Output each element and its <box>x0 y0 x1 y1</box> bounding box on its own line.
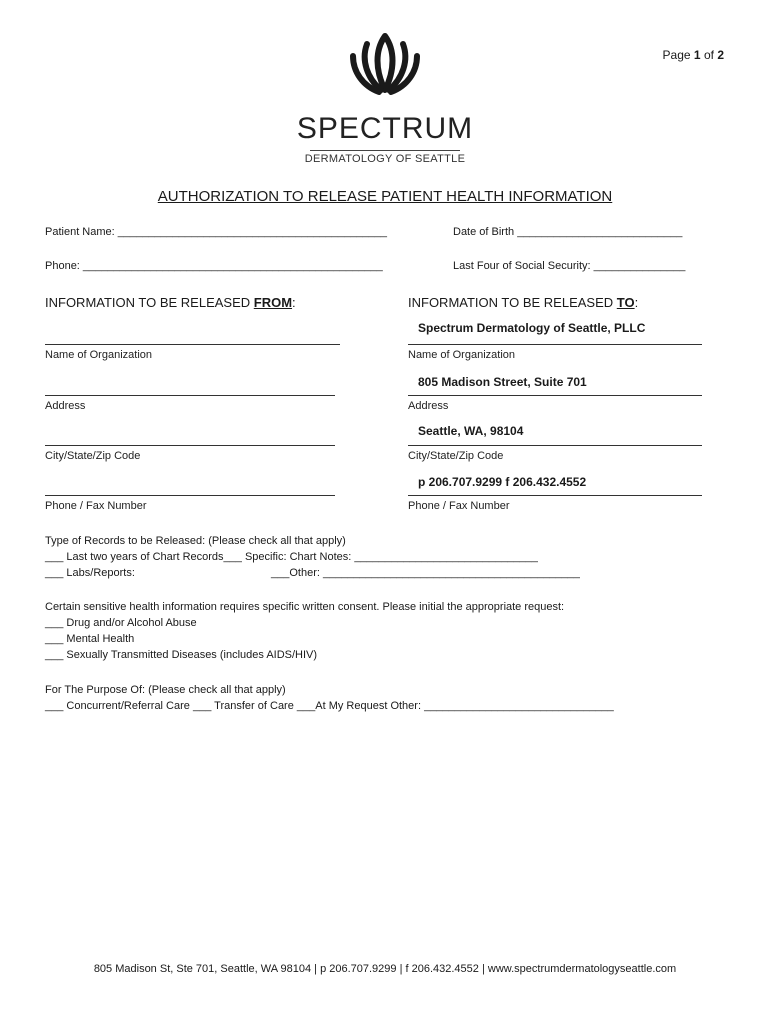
from-city-line[interactable] <box>45 445 335 446</box>
ssn-field[interactable]: Last Four of Social Security: _______________ <box>453 260 686 272</box>
to-heading-strong: TO <box>616 295 635 310</box>
brand-subtitle-text: DERMATOLOGY OF SEATTLE <box>304 153 466 165</box>
to-heading-prefix: INFORMATION TO BE RELEASED <box>408 295 617 310</box>
to-org-line <box>408 344 702 345</box>
purpose-options[interactable]: ___ Concurrent/Referral Care ___ Transfer of Care ___At My Request Other: _______________________________ <box>45 700 614 712</box>
to-heading <box>408 295 638 310</box>
to-phone-value: p 206.707.9299 f 206.432.4552 <box>418 475 587 489</box>
from-heading-prefix: INFORMATION TO BE RELEASED <box>45 295 254 310</box>
from-org-caption: Name of Organization <box>45 349 152 361</box>
to-address-value: 805 Madison Street, Suite 701 <box>418 375 587 389</box>
to-city-caption: City/State/Zip Code <box>408 450 504 462</box>
from-org-line[interactable] <box>45 344 340 345</box>
to-address-line <box>408 395 702 396</box>
to-city-line <box>408 445 702 446</box>
patient-name-field[interactable]: Patient Name: ____________________________________________ <box>45 226 387 238</box>
to-org-value: Spectrum Dermatology of Seattle, PLLC <box>418 321 646 335</box>
to-heading-suffix: : <box>634 295 639 310</box>
from-heading <box>45 295 296 310</box>
to-phone-caption: Phone / Fax Number <box>408 500 510 512</box>
logo <box>0 30 770 107</box>
from-address-line[interactable] <box>45 395 335 396</box>
sensitive-intro: Certain sensitive health information requires specific written consent. Please initial the appropriate request: <box>45 601 565 613</box>
brand-name: SPECTRUM <box>296 112 474 145</box>
form-title: AUTHORIZATION TO RELEASE PATIENT HEALTH INFORMATION <box>157 188 613 205</box>
records-labs-option[interactable]: ___ Labs/Reports: <box>45 567 135 579</box>
brand-subtitle <box>0 150 770 165</box>
page-prefix: Page <box>662 48 691 62</box>
from-heading-suffix: : <box>292 295 296 310</box>
page-total: 2 <box>717 48 724 62</box>
lotus-icon <box>345 30 425 102</box>
records-other-option[interactable]: ___Other: __________________________________________ <box>271 567 580 579</box>
from-phone-line[interactable] <box>45 495 335 496</box>
to-phone-line <box>408 495 702 496</box>
records-chart-line[interactable]: ___ Last two years of Chart Records___ Specific: Chart Notes: ______________________________ <box>45 551 538 563</box>
purpose-intro: For The Purpose Of: (Please check all that apply) <box>45 684 286 696</box>
records-intro: Type of Records to be Released: (Please check all that apply) <box>45 535 346 547</box>
brand-divider <box>310 150 460 151</box>
page-current: 1 <box>693 48 701 62</box>
from-address-caption: Address <box>45 400 86 412</box>
sensitive-drug-option[interactable]: ___ Drug and/or Alcohol Abuse <box>45 617 197 629</box>
from-heading-strong: FROM <box>253 295 293 310</box>
to-org-caption: Name of Organization <box>408 349 515 361</box>
to-address-caption: Address <box>408 400 449 412</box>
page-of: of <box>703 48 714 62</box>
phone-field[interactable]: Phone: _________________________________________________ <box>45 260 383 272</box>
sensitive-mental-option[interactable]: ___ Mental Health <box>45 633 135 645</box>
from-city-caption: City/State/Zip Code <box>45 450 141 462</box>
dob-field[interactable]: Date of Birth ___________________________ <box>453 226 683 238</box>
to-city-value: Seattle, WA, 98104 <box>418 424 524 438</box>
sensitive-std-option[interactable]: ___ Sexually Transmitted Diseases (includes AIDS/HIV) <box>45 649 318 661</box>
footer-contact: 805 Madison St, Ste 701, Seattle, WA 98104 | p 206.707.9299 | f 206.432.4552 | www.spectrumdermatologyseattle.com <box>93 963 677 975</box>
from-phone-caption: Phone / Fax Number <box>45 500 147 512</box>
